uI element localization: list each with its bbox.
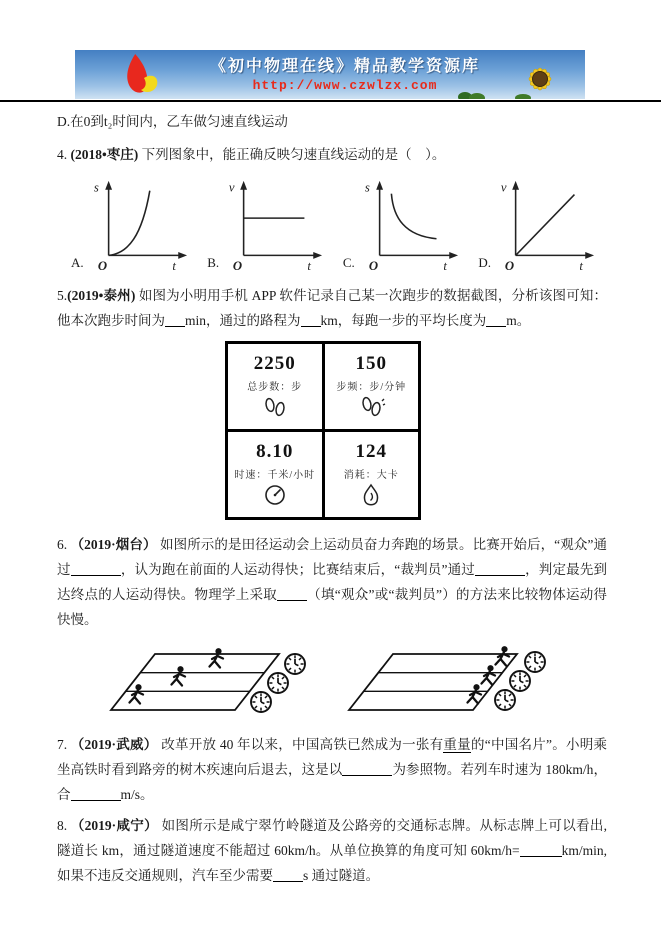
svg-text:s: s	[93, 180, 99, 195]
q6-figure	[57, 638, 607, 722]
q5-blank-distance	[301, 313, 321, 327]
runner-icon	[210, 648, 224, 667]
option-d-line	[57, 109, 607, 134]
q7-number: 7.	[57, 737, 68, 752]
speed-value: 8.10	[256, 441, 294, 462]
cadence-label: 步频：步/分钟	[336, 382, 407, 393]
speedometer-icon	[262, 483, 288, 507]
svg-text:v: v	[500, 180, 507, 195]
steps-value: 2250	[253, 353, 296, 374]
q7-text-3: 为参照物。若列车时速为 180km/h，合	[57, 762, 607, 802]
q4-option-b-graph	[207, 175, 331, 275]
q6-text-3: ，判定最先到达终点的人运动得快。物理学上采取	[57, 562, 607, 602]
q8-text-3: s 通过隧道。	[303, 868, 380, 883]
svg-text:t: t	[579, 259, 583, 274]
clock-icon	[495, 690, 515, 710]
question-7-stem	[57, 732, 607, 807]
q4-option-d-label: D.	[478, 255, 491, 270]
q7-text-4: m/s。	[120, 787, 154, 802]
vt-graph-constant	[219, 175, 331, 275]
q6-blank-referee	[475, 562, 525, 576]
site-banner	[75, 50, 585, 99]
runner-icon	[496, 646, 510, 665]
cadence-icon	[356, 395, 386, 419]
app-cell-cadence	[325, 344, 419, 429]
q8-number: 8.	[57, 818, 68, 833]
q4-graph-options	[71, 175, 603, 275]
q7-text-1: 改革开放 40 年以来，中国高铁已然成为一张有	[161, 737, 444, 752]
q8-blank-kmmin	[520, 843, 562, 857]
runner-icon	[482, 665, 496, 684]
question-8-stem	[57, 813, 607, 888]
st-graph-accelerating	[84, 175, 196, 275]
q7-blank-speed	[71, 787, 121, 801]
sunflower-icon	[513, 54, 567, 99]
q8-blank-seconds	[273, 868, 303, 882]
q5-blank-steplength	[486, 313, 506, 327]
question-5-stem	[57, 283, 607, 333]
q4-number: 4.	[57, 147, 68, 162]
app-cell-calories	[325, 432, 419, 517]
q8-text-1: 如图所示是咸宁翠竹岭隧道及公路旁的交通标志牌。从标志牌上可以看出,隧道长 km，通过隧道速度不能超过 60km/h。从单位换算的角度可知 60km/h=	[57, 818, 608, 858]
q4-option-a-label: A.	[71, 255, 84, 270]
q4-text: 下列图象中，能正确反映匀速直线运动的是（ ）。	[141, 147, 446, 162]
q7-emphasized-word: 重量	[443, 737, 471, 752]
calorie-flame-icon	[359, 483, 383, 509]
svg-text:O: O	[97, 259, 107, 274]
header-divider	[0, 100, 661, 102]
st-graph-decreasing	[355, 175, 467, 275]
q6-text-2: ，认为跑在前面的人运动得快；比赛结束后，“裁判员”通过	[120, 562, 475, 577]
q4-option-d-graph	[478, 175, 603, 275]
q7-text-2: 的“中国名片”。小明乘坐高铁时看到路旁的树木疾速向后退去，这是以	[57, 737, 608, 777]
runner-icon	[130, 684, 144, 703]
q7-blank-reference	[342, 762, 392, 776]
q8-text-2: km/min,如果不违反交通规则，汽车至少需要	[57, 843, 607, 883]
svg-text:t: t	[443, 259, 447, 274]
q4-option-c-graph	[343, 175, 467, 275]
q5-number: 5.	[57, 288, 68, 303]
app-cell-speed	[228, 432, 322, 517]
q4-option-b-label: B.	[207, 255, 220, 270]
site-logo-icon	[113, 52, 165, 98]
runner-icon	[172, 666, 186, 685]
calories-value: 124	[355, 441, 387, 462]
q7-source: （2019·武威）	[70, 737, 158, 752]
svg-text:O: O	[368, 259, 378, 274]
q5-source: (2019•泰州)	[67, 288, 136, 303]
q5-text-4: m。	[506, 313, 531, 328]
svg-text:O: O	[504, 259, 515, 274]
q8-source: （2019·咸宁）	[70, 818, 158, 833]
speed-label: 时速：千米/小时	[234, 470, 316, 481]
q5-text-2: min，通过的路程为	[185, 313, 301, 328]
q4-option-c-label: C.	[342, 255, 355, 270]
banner-url-link[interactable]: http://www.czwlzx.com	[252, 78, 438, 93]
svg-text:v: v	[229, 180, 235, 195]
clock-icon	[510, 671, 530, 691]
q5-text-1: 如图为小明用手机 APP 软件记录自己某一次跑步的数据截图，分析该图可知：他本次跑步时间为	[57, 288, 607, 328]
leaves-icon	[457, 87, 487, 99]
cadence-value: 150	[355, 353, 387, 374]
clock-icon	[268, 673, 288, 693]
steps-label: 总步数：步	[247, 382, 303, 393]
app-cell-steps	[228, 344, 322, 429]
vt-graph-linear	[491, 175, 603, 275]
option-d-text: D.在0到t₂时间内，乙车做匀速直线运动	[57, 114, 288, 129]
runner-icon	[468, 684, 482, 703]
q5-blank-time	[165, 313, 185, 327]
worksheet-content	[0, 103, 661, 888]
q6-source: （2019·烟台）	[70, 537, 157, 552]
q4-option-a-graph	[71, 175, 196, 275]
clock-icon	[525, 652, 545, 672]
question-4-stem	[57, 142, 607, 167]
q4-source: (2018•枣庄)	[70, 147, 139, 162]
runners-mid-race-figure	[107, 638, 319, 722]
footprints-icon	[260, 395, 290, 419]
q5-app-screenshot	[225, 341, 421, 520]
clock-icon	[251, 692, 271, 712]
question-6-stem	[57, 532, 607, 632]
runners-finish-line-figure	[345, 638, 557, 722]
svg-text:t: t	[307, 259, 312, 274]
banner-title: 《初中物理在线》精品教学资源库	[209, 58, 480, 75]
q6-text-1: 如图所示的是田径运动会上运动员奋力奔跑的场景。比赛开始后，“观众”通过	[57, 537, 608, 577]
svg-text:s: s	[364, 180, 370, 195]
calories-label: 消耗：大卡	[343, 470, 399, 481]
svg-text:O: O	[233, 259, 243, 274]
q6-blank-method	[277, 587, 307, 601]
q6-number: 6.	[57, 537, 68, 552]
clock-icon	[285, 654, 305, 674]
q6-text-4: （填“观众”或“裁判员”）的方法来比较物体运动得快慢。	[57, 587, 608, 627]
q5-text-3: km，每跑一步的平均长度为	[320, 313, 487, 328]
svg-text:t: t	[171, 259, 176, 274]
q6-blank-spectator	[71, 562, 121, 576]
